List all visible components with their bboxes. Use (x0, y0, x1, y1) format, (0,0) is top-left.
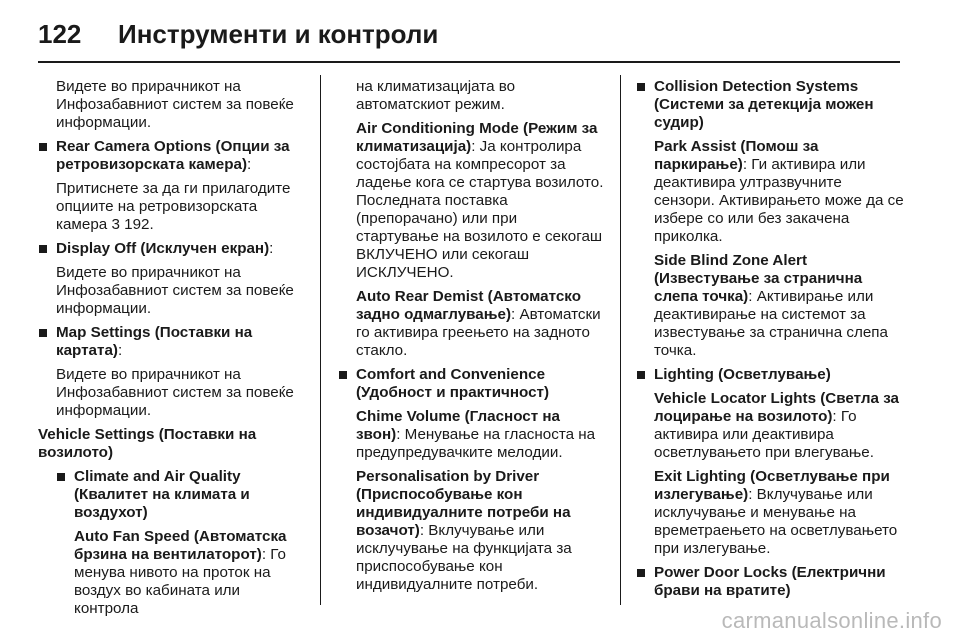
sub-body: : Ја контролира состојбата на компресорот за ладење кога се стартува возилото. Последната поставка (препорачано) или при стартување на возилото е секогаш ВКЛУЧЕНО или секогаш ИСКЛУЧЕНО. (356, 138, 604, 281)
item-heading: Map Settings (Поставки на картата) (56, 324, 253, 359)
sub-heading: Park Assist (Помош за паркирање) (654, 138, 819, 173)
item-heading: Rear Camera Options (Опции за ретровизорската камера) (56, 138, 290, 173)
list-item-rear-camera: Rear Camera Options (Опции за ретровизорската камера): Притиснете за да ги прилагодите опциите на ретровизорската камера 3 192. (38, 138, 306, 234)
list-item-comfort (338, 366, 604, 594)
section-heading-vehicle-settings: Vehicle Settings (Поставки на возилото) (38, 426, 257, 461)
item-heading: Collision Detection Systems (Системи за детекција можен судир) (654, 78, 874, 131)
sub-heading: Air Conditioning Mode (Режим за климатизација) (356, 120, 598, 155)
sub-heading: Side Blind Zone Alert (Известување за странична слепа точка) (654, 252, 863, 305)
column-3 (636, 78, 904, 606)
item-heading: Lighting (Осветлување) (654, 366, 831, 383)
sub-heading: Vehicle Locator Lights (Светла за лоцирање на возилото) (654, 390, 900, 425)
column-1 (38, 78, 306, 624)
sub-body: : Менување на гласноста на предупредувачките мелодии. (356, 426, 596, 461)
sub-body: : Автоматски го активира греењето на задното стакло. (356, 306, 601, 359)
column-divider-2 (620, 75, 621, 605)
item-heading: Power Door Locks (Електрични брави на вратите) (654, 564, 886, 599)
page-ref-link[interactable]: 192. (124, 216, 154, 233)
column-2 (338, 78, 604, 600)
item-body: Видете во прирачникот на Инфозабавниот систем за повеќе информации. (56, 264, 294, 317)
list-item-collision (636, 78, 904, 360)
sub-body: : Вклучување или исклучување и менување на времетраењето на осветлувањето при излегување. (654, 486, 898, 557)
sub-body: : Го менува нивото на проток на воздух во кабината или контрола (74, 546, 286, 617)
sub-heading: Exit Lighting (Осветлување при излегување) (654, 468, 890, 503)
list-item-display-off: Display Off (Исклучен екран): Видете во прирачникот на Инфозабавниот систем за повеќе информации. (38, 240, 306, 318)
list-item-power-locks (636, 564, 904, 600)
sub-heading: Personalisation by Driver (Приспособување кон индивидуалните потреби на возачот) (356, 468, 571, 539)
continued-text: на климатизацијата во автоматскиот режим. (356, 78, 516, 113)
header-rule (38, 61, 900, 63)
sub-body: : Вклучување или исклучување на функцијата за приспособување кон индивидуалните потреби. (356, 522, 572, 593)
item-heading: Climate and Air Quality (Квалитет на климата и воздухот) (74, 468, 250, 521)
intro-text: Видете во прирачникот на Инфозабавниот систем за повеќе информации. (56, 78, 294, 131)
sub-heading: Auto Rear Demist (Автоматско задно одмаглување) (356, 288, 581, 323)
item-heading: Comfort and Convenience (Удобност и практичност) (356, 366, 550, 401)
nested-list (38, 468, 306, 618)
list-item-map-settings: Map Settings (Поставки на картата): Видете во прирачникот на Инфозабавниот систем за повеќе информации. (38, 324, 306, 420)
sub-body: : Го активира или деактивира осветлувањето при влегување. (654, 408, 874, 461)
sub-body: : Ги активира или деактивира ултразвучните сензори. Активирањето може да се избере со или без закачена приколка. (654, 156, 904, 245)
item-heading: Display Off (Исклучен екран) (56, 240, 270, 257)
sub-heading: Chime Volume (Гласност на звон) (356, 408, 561, 443)
list-item-climate (56, 468, 306, 618)
page-number: 122 (38, 18, 82, 49)
item-body: Притиснете за да ги прилагодите опциите на ретровизорската камера (56, 180, 291, 233)
page-header (38, 14, 438, 54)
item-body: Видете во прирачникот на Инфозабавниот систем за повеќе информации. (56, 366, 294, 419)
watermark: carmanualsonline.info (721, 608, 942, 633)
column-divider-1 (320, 75, 321, 605)
sub-body: : Активирање или деактивирање на системот за известување за странична слепа точка. (654, 288, 888, 359)
page-title: Инструменти и контроли (118, 18, 439, 49)
list-item-lighting (636, 366, 904, 558)
page-ref-arrow-icon: 3 (111, 216, 120, 233)
sub-heading: Auto Fan Speed (Автоматска брзина на вентилаторот) (74, 528, 287, 563)
